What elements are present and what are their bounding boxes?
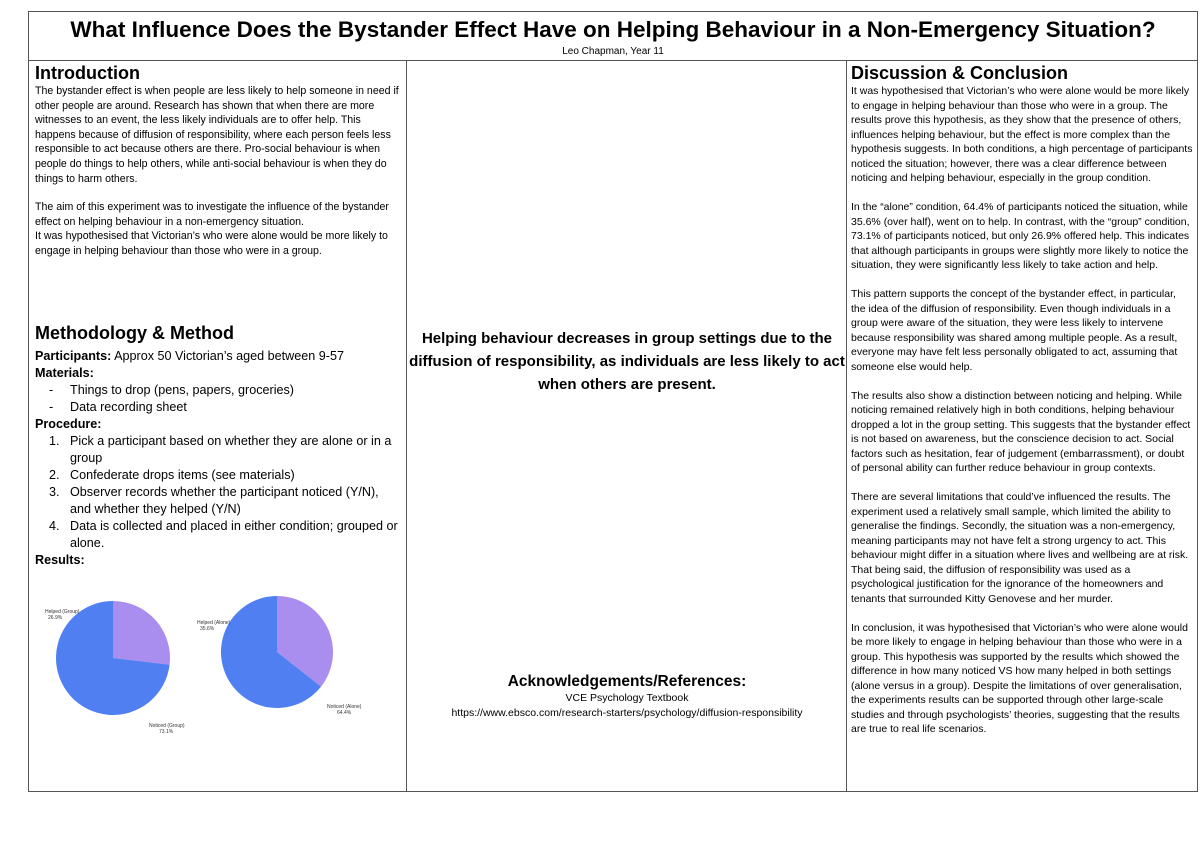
pie-slice-value: 64.4% <box>337 710 352 716</box>
reference-item: https://www.ebsco.com/research-starters/psychology/diffusion-responsibility <box>451 707 803 719</box>
poster <box>28 11 1198 792</box>
poster-header <box>29 12 1197 61</box>
discussion-paragraph: This pattern supports the concept of the bystander effect, in particular, the idea of the diffusion of responsibility. Even though individuals in a group were aware of the situation, they were less likely to intervene because responsibility was shared among multiple people. As a result, everyone may have felt less personally obligated to act, assuming that someone else would help. <box>851 288 1178 373</box>
list-item: 3. Observer records whether the participant noticed (Y/N), and whether they helped (Y/N) <box>49 485 379 516</box>
pie-slice <box>113 601 170 665</box>
introduction-body <box>35 84 400 259</box>
middle-column <box>407 61 847 792</box>
references-heading: Acknowledgements/References: <box>507 673 747 690</box>
hypothesis-paragraph: It was hypothesised that Victorian’s who were alone would be more likely to engage in helping behaviour than those who were in a group. <box>35 230 388 257</box>
pie-slice-value: 35.6% <box>200 626 215 632</box>
participants-text: Approx 50 Victorian’s aged between 9-57 <box>111 349 344 363</box>
results-pie-charts <box>29 581 407 761</box>
participants-label: Participants: <box>35 349 112 363</box>
discussion-paragraph: In conclusion, it was hypothesised that Victorian’s who were alone would be more likely to engage in helping behaviour than those who were in a group. This hypothesis was supported by the results which showed the difference in how many noticed VS how many helped in both settings (alone versus in a group). Despite the limitations of over generalisation, the experiments results can be supported through other large-scale studies and through psychologists’ theories, suggesting that the results are true to real life scenarios. <box>851 621 1188 735</box>
author-line: Leo Chapman, Year 11 <box>562 46 664 57</box>
key-finding: Helping behaviour decreases in group settings due to the diffusion of responsibility, as individuals are less likely to act when others are present. <box>409 330 845 393</box>
discussion-paragraph: In the “alone” condition, 64.4% of participants noticed the situation, while 35.6% (over half), went on to help. In contrast, with the “group” condition, 73.1% of participants noticed, but only 26.9% offered help. This indicates that although participants in groups were slightly more likely to notice the situation, they were significantly less likely to take action and help. <box>851 201 1190 271</box>
procedure-label: Procedure: <box>35 417 102 431</box>
discussion-paragraph: It was hypothesised that Victorian’s who were alone would be more likely to engage in helping behaviour than those who were in a group. The results prove this hypothesis, as they show that the presence of others, influences helping behaviour, but the effect is more complex than the hypothesis suggests. In both conditions, a high percentage of participants noticed the situation; however, there was a clear difference between noticing and helping behaviour, especially in the group condition. <box>851 85 1193 184</box>
list-item: 1. Pick a participant based on whether they are alone or in a group <box>49 434 392 465</box>
pie-slice-value: 26.9% <box>48 615 63 621</box>
introduction-heading: Introduction <box>35 63 140 83</box>
pie-slice-label: Helped (Group) <box>45 609 80 615</box>
method-body <box>35 348 401 569</box>
participants-line <box>35 348 401 365</box>
results-label: Results: <box>35 553 85 567</box>
discussion-paragraph: There are several limitations that could’ve influenced the results. The experiment used a relatively small sample, which limited the ability to generalise the findings. Secondly, the situation was a non-emergency, meaning participants may not have felt a strong urgency to act. This behaviour might differ in a situation where lives and wellbeing are at risk. That being said, the diffusion of responsibility was used as a psychological justification for the ignorance of the homeowners and tenants that surrounded Kitty Genovese and her murder. <box>851 491 1189 605</box>
right-column <box>847 61 1197 792</box>
left-column <box>29 61 407 792</box>
poster-title: What Influence Does the Bystander Effect Have on Helping Behaviour in a Non-Emergency Situation? <box>70 17 1156 42</box>
pie-slice-label: Helped (Alone) <box>197 620 231 626</box>
references-section <box>407 673 847 721</box>
list-item: 2. Confederate drops items (see materials) <box>49 468 295 482</box>
materials-list <box>35 382 401 416</box>
discussion-paragraph: The results also show a distinction between noticing and helping. While noticing remained relatively high in both conditions, helping behaviour dropped a lot in the group setting. This suggests that the bystander effect is not based on awareness, but the conscience decision to act. Social factors such as hesitation, fear of judgement (embarrassment), or doubt of personal ability can further reduce behaviour in group contexts. <box>851 389 1191 474</box>
discussion-heading: Discussion & Conclusion <box>851 63 1069 83</box>
pie-slice-value: 73.1% <box>159 729 174 735</box>
reference-item: VCE Psychology Textbook <box>565 692 689 704</box>
intro-paragraph: The bystander effect is when people are less likely to help someone in need if other people are around. Research has shown that when there are more witnesses to an event, the less likely individuals are to offer help. This happens because of diffusion of responsibility, where each person feels less responsible to act because others are there. Pro-social behaviour is when people do things to help others, while anti-social behaviour is when they do things to harm others. <box>35 85 399 185</box>
list-item: - Things to drop (pens, papers, groceries) <box>49 383 295 397</box>
materials-label: Materials: <box>35 366 94 380</box>
discussion-body <box>851 84 1193 737</box>
method-heading: Methodology & Method <box>35 323 234 343</box>
procedure-list <box>35 433 401 552</box>
pie-slice-label: Noticed (Alone) <box>327 704 362 710</box>
list-item: - Data recording sheet <box>49 400 187 414</box>
list-item: 4. Data is collected and placed in either condition; grouped or alone. <box>49 519 398 550</box>
aim-paragraph: The aim of this experiment was to investigate the influence of the bystander effect on helping behaviour in a non-emergency situation. <box>35 201 389 228</box>
pie-slice-label: Noticed (Group) <box>149 723 185 729</box>
